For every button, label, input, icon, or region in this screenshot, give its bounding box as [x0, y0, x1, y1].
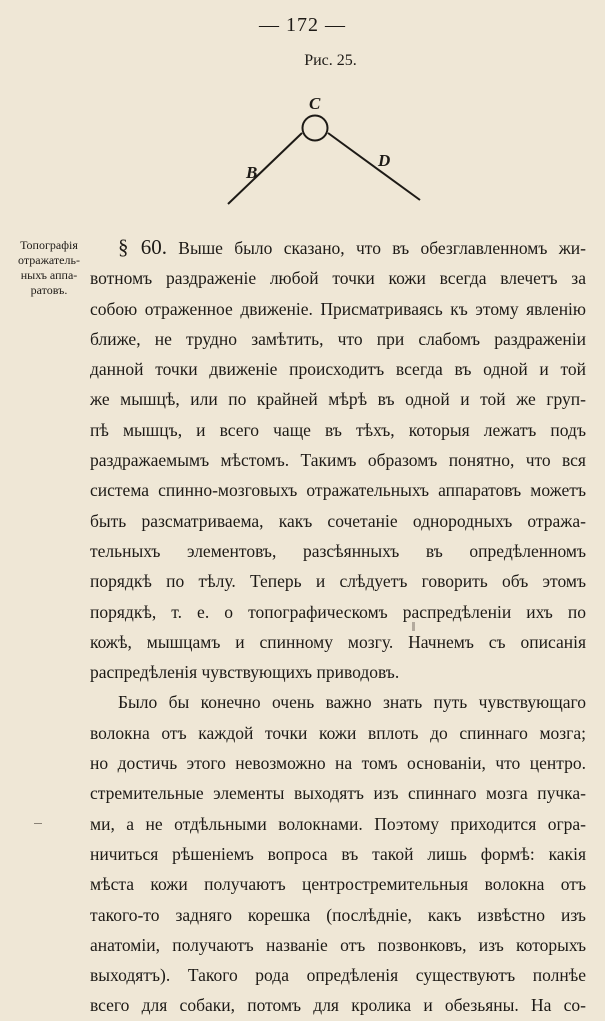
text-line: ми, а не отдѣльными волокнами. Поэтому приходится огра- [90, 813, 586, 834]
text-line: вотномъ раздраженіе любой точки кожи всегда влечетъ за [90, 268, 586, 289]
text-line: ничиться рѣшеніемъ вопроса въ такой лишь формѣ: какія [90, 843, 586, 864]
section-number: § 60. [118, 235, 167, 259]
text-line: пѣ мышцъ, и всего чаще въ тѣхъ, которыя лежатъ подъ [90, 419, 586, 440]
figure-25-diagram [220, 92, 430, 212]
label-b: B [246, 163, 258, 182]
text-line [90, 232, 586, 263]
text-line: всего для собаки, потомъ для кролика и обезьяны. На со- [90, 995, 586, 1016]
margin-note-line: ныхъ аппа- [20, 268, 78, 282]
margin-note-line: ратовъ. [30, 283, 68, 297]
margin-note-line: отражатель- [18, 253, 80, 267]
label-c: C [309, 94, 321, 113]
text-line: ближе, не трудно замѣтить, что при слабомъ раздраженіи [90, 328, 586, 349]
text-line: собою отраженное движеніе. Присматриваясь къ этому явленію [90, 298, 586, 319]
text-line: волокна отъ каждой точки кожи вплоть до спиннаго мозга; [90, 722, 586, 743]
text-line: раздражаемымъ мѣстомъ. Такимъ образомъ понятно, что вся [90, 450, 586, 471]
paragraph-1 [90, 232, 586, 687]
line-d [328, 133, 420, 200]
line-b [228, 133, 302, 204]
text-line: кожѣ, мышцамъ и спинному мозгу. Начнемъ съ описанія [90, 631, 586, 652]
text-line-content: Выше было сказано, что въ обезглавленномъ жи- [178, 238, 587, 258]
text-line: порядкѣ по тѣлу. Теперь и слѣдуетъ говорить объ этомъ [90, 571, 586, 592]
node-c [303, 116, 328, 141]
body-text [90, 232, 586, 1021]
text-line: же мышцѣ, или по крайней мѣрѣ въ одной и той же груп- [90, 389, 586, 410]
text-line: порядкѣ, т. е. о топографическомъ распредѣленіи ихъ по [90, 601, 586, 622]
text-line: Было бы конечно очень важно знать путь чувствующаго [118, 692, 586, 713]
text-line: данной точки движеніе происходитъ всегда въ одной и той [90, 359, 586, 380]
text-line: распредѣленія чувствующихъ приводовъ. [90, 662, 400, 683]
page-number: — 172 — [259, 14, 346, 36]
text-line: мѣста кожи получаютъ центростремительныя волокна отъ [90, 874, 586, 895]
text-line: система спинно-мозговыхъ отражательныхъ аппаратовъ можетъ [90, 480, 586, 501]
margin-note [14, 238, 84, 298]
margin-note-line: Топографія [20, 238, 78, 252]
margin-dash-mark [34, 823, 42, 824]
text-line: стремительные элементы выходятъ изъ спиннаго мозга пучка- [90, 783, 586, 804]
text-line: тельныхъ элементовъ, разсѣянныхъ въ опредѣленномъ [90, 540, 586, 561]
text-line: такого-то задняго корешка (послѣдніе, какъ извѣстно изъ [90, 904, 586, 925]
text-line: быть разсматриваема, какъ сочетаніе однородныхъ отража- [90, 510, 586, 531]
text-line: анатоміи, получаютъ названіе отъ позвонковъ, изъ которыхъ [90, 934, 586, 955]
text-line: выходятъ). Такого рода опредѣленія существуютъ полнѣе [90, 965, 586, 986]
text-line: но достичь этого невозможно на томъ основаніи, что центро. [90, 753, 586, 774]
paragraph-2 [90, 687, 586, 1020]
ink-smudge [412, 622, 415, 631]
label-d: D [378, 151, 391, 170]
figure-caption: Рис. 25. [304, 52, 357, 69]
